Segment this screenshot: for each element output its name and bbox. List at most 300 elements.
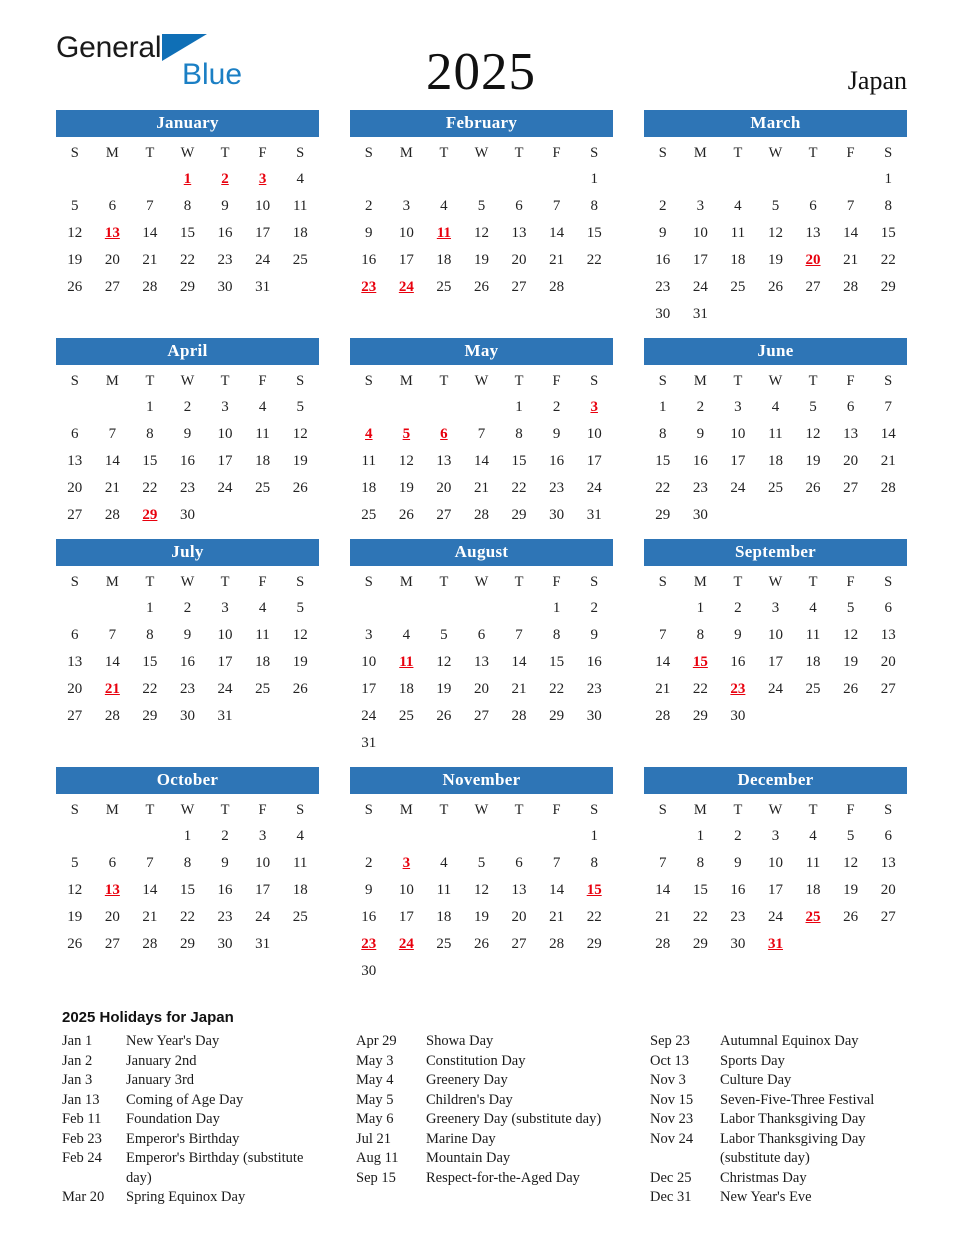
day-cell[interactable]: 7: [659, 855, 667, 871]
day-cell[interactable]: 5: [71, 855, 79, 871]
day-cell[interactable]: 7: [108, 627, 117, 643]
day-cell[interactable]: 10: [255, 855, 271, 871]
day-cell[interactable]: 14: [655, 882, 671, 898]
day-cell[interactable]: 16: [730, 654, 746, 670]
day-cell[interactable]: 4: [258, 600, 267, 616]
day-cell[interactable]: 18: [255, 453, 271, 469]
day-cell[interactable]: 21: [473, 480, 489, 496]
day-cell[interactable]: 30: [549, 507, 565, 523]
day-cell[interactable]: 10: [217, 426, 233, 442]
day-cell[interactable]: 11: [436, 882, 452, 898]
day-cell[interactable]: 27: [67, 507, 83, 523]
day-cell[interactable]: 25: [255, 480, 271, 496]
day-cell[interactable]: 22: [655, 480, 671, 496]
day-cell[interactable]: 3: [221, 399, 229, 415]
day-cell[interactable]: 5: [71, 198, 79, 214]
day-cell[interactable]: 25: [805, 681, 821, 697]
day-cell[interactable]: 22: [142, 681, 158, 697]
day-cell[interactable]: 14: [142, 225, 158, 241]
day-cell[interactable]: 16: [692, 453, 708, 469]
day-cell[interactable]: 29: [692, 936, 708, 952]
day-cell[interactable]: 24: [361, 708, 377, 724]
day-cell[interactable]: 15: [655, 453, 671, 469]
day-cell[interactable]: 31: [217, 708, 233, 724]
day-cell[interactable]: 18: [292, 225, 308, 241]
day-cell[interactable]: 18: [361, 480, 377, 496]
day-cell[interactable]: 29: [655, 507, 671, 523]
day-cell[interactable]: 24: [692, 279, 708, 295]
day-cell[interactable]: 11: [292, 855, 308, 871]
holiday-day-cell[interactable]: 23: [361, 279, 377, 295]
day-cell[interactable]: 30: [179, 507, 195, 523]
day-cell[interactable]: 2: [365, 855, 373, 871]
day-cell[interactable]: 23: [179, 480, 195, 496]
day-cell[interactable]: 20: [104, 252, 120, 268]
day-cell[interactable]: 30: [692, 507, 708, 523]
day-cell[interactable]: 11: [805, 627, 821, 643]
day-cell[interactable]: 23: [655, 279, 671, 295]
day-cell[interactable]: 30: [730, 936, 746, 952]
day-cell[interactable]: 7: [846, 198, 855, 214]
day-cell[interactable]: 10: [692, 225, 708, 241]
day-cell[interactable]: 28: [549, 279, 565, 295]
day-cell[interactable]: 10: [398, 225, 414, 241]
holiday-day-cell[interactable]: 24: [398, 936, 414, 952]
day-cell[interactable]: 5: [477, 855, 486, 871]
day-cell[interactable]: 7: [146, 855, 154, 871]
day-cell[interactable]: 27: [880, 909, 896, 925]
day-cell[interactable]: 4: [809, 828, 817, 844]
day-cell[interactable]: 30: [361, 963, 377, 979]
day-cell[interactable]: 4: [296, 171, 304, 187]
day-cell[interactable]: 23: [586, 681, 602, 697]
day-cell[interactable]: 9: [734, 627, 742, 643]
day-cell[interactable]: 8: [183, 198, 192, 214]
day-cell[interactable]: 1: [183, 828, 192, 844]
holiday-day-cell[interactable]: 13: [104, 882, 120, 898]
day-cell[interactable]: 16: [730, 882, 746, 898]
day-cell[interactable]: 12: [398, 453, 414, 469]
day-cell[interactable]: 7: [659, 627, 667, 643]
day-cell[interactable]: 18: [398, 681, 414, 697]
day-cell[interactable]: 1: [590, 828, 598, 844]
day-cell[interactable]: 21: [655, 681, 671, 697]
day-cell[interactable]: 17: [398, 909, 414, 925]
day-cell[interactable]: 19: [843, 882, 859, 898]
day-cell[interactable]: 20: [511, 252, 527, 268]
day-cell[interactable]: 3: [771, 600, 780, 616]
day-cell[interactable]: 3: [221, 600, 229, 616]
day-cell[interactable]: 29: [511, 507, 527, 523]
day-cell[interactable]: 18: [767, 453, 783, 469]
day-cell[interactable]: 7: [477, 426, 486, 442]
day-cell[interactable]: 25: [292, 909, 308, 925]
day-cell[interactable]: 13: [67, 654, 83, 670]
day-cell[interactable]: 12: [843, 855, 859, 871]
day-cell[interactable]: 1: [590, 171, 598, 187]
day-cell[interactable]: 4: [440, 855, 448, 871]
day-cell[interactable]: 26: [436, 708, 452, 724]
day-cell[interactable]: 19: [292, 654, 308, 670]
day-cell[interactable]: 12: [767, 225, 783, 241]
day-cell[interactable]: 15: [511, 453, 527, 469]
day-cell[interactable]: 25: [292, 252, 308, 268]
day-cell[interactable]: 10: [730, 426, 746, 442]
day-cell[interactable]: 29: [586, 936, 602, 952]
day-cell[interactable]: 16: [179, 453, 195, 469]
day-cell[interactable]: 19: [67, 909, 83, 925]
day-cell[interactable]: 14: [655, 654, 671, 670]
day-cell[interactable]: 20: [880, 654, 896, 670]
day-cell[interactable]: 29: [142, 708, 158, 724]
day-cell[interactable]: 22: [586, 909, 602, 925]
day-cell[interactable]: 7: [884, 399, 892, 415]
day-cell[interactable]: 17: [586, 453, 602, 469]
day-cell[interactable]: 16: [361, 252, 377, 268]
day-cell[interactable]: 24: [767, 909, 783, 925]
day-cell[interactable]: 22: [511, 480, 527, 496]
day-cell[interactable]: 18: [292, 882, 308, 898]
day-cell[interactable]: 2: [183, 600, 192, 616]
day-cell[interactable]: 14: [549, 225, 565, 241]
day-cell[interactable]: 24: [255, 909, 271, 925]
day-cell[interactable]: 16: [217, 225, 233, 241]
day-cell[interactable]: 7: [146, 198, 154, 214]
holiday-day-cell[interactable]: 23: [361, 936, 377, 952]
day-cell[interactable]: 5: [477, 198, 486, 214]
day-cell[interactable]: 16: [217, 882, 233, 898]
day-cell[interactable]: 4: [809, 600, 817, 616]
day-cell[interactable]: 2: [696, 399, 705, 415]
day-cell[interactable]: 2: [183, 399, 192, 415]
day-cell[interactable]: 21: [142, 252, 158, 268]
day-cell[interactable]: 3: [402, 198, 411, 214]
day-cell[interactable]: 6: [71, 627, 79, 643]
day-cell[interactable]: 17: [361, 681, 377, 697]
day-cell[interactable]: 27: [67, 708, 83, 724]
day-cell[interactable]: 23: [692, 480, 708, 496]
day-cell[interactable]: 5: [296, 600, 304, 616]
day-cell[interactable]: 1: [552, 600, 561, 616]
day-cell[interactable]: 24: [767, 681, 783, 697]
day-cell[interactable]: 16: [655, 252, 671, 268]
day-cell[interactable]: 12: [292, 627, 308, 643]
day-cell[interactable]: 10: [255, 198, 271, 214]
day-cell[interactable]: 16: [586, 654, 602, 670]
day-cell[interactable]: 14: [142, 882, 158, 898]
day-cell[interactable]: 13: [67, 453, 83, 469]
day-cell[interactable]: 30: [655, 306, 671, 322]
holiday-day-cell[interactable]: 29: [142, 507, 158, 523]
day-cell[interactable]: 13: [473, 654, 489, 670]
day-cell[interactable]: 27: [805, 279, 821, 295]
day-cell[interactable]: 17: [255, 225, 271, 241]
day-cell[interactable]: 15: [692, 882, 708, 898]
day-cell[interactable]: 19: [398, 480, 414, 496]
day-cell[interactable]: 15: [179, 882, 195, 898]
day-cell[interactable]: 30: [586, 708, 602, 724]
day-cell[interactable]: 12: [436, 654, 452, 670]
day-cell[interactable]: 20: [104, 909, 120, 925]
day-cell[interactable]: 10: [767, 855, 783, 871]
day-cell[interactable]: 19: [473, 909, 489, 925]
day-cell[interactable]: 19: [805, 453, 821, 469]
day-cell[interactable]: 31: [692, 306, 708, 322]
day-cell[interactable]: 18: [436, 909, 452, 925]
day-cell[interactable]: 28: [142, 936, 158, 952]
holiday-day-cell[interactable]: 31: [767, 936, 783, 952]
day-cell[interactable]: 25: [436, 936, 452, 952]
day-cell[interactable]: 4: [440, 198, 448, 214]
day-cell[interactable]: 4: [258, 399, 267, 415]
holiday-day-cell[interactable]: 5: [402, 426, 411, 442]
day-cell[interactable]: 9: [590, 627, 598, 643]
day-cell[interactable]: 24: [586, 480, 602, 496]
day-cell[interactable]: 8: [696, 855, 705, 871]
day-cell[interactable]: 29: [549, 708, 565, 724]
day-cell[interactable]: 5: [809, 399, 817, 415]
day-cell[interactable]: 1: [515, 399, 523, 415]
day-cell[interactable]: 28: [104, 507, 120, 523]
day-cell[interactable]: 1: [146, 399, 154, 415]
day-cell[interactable]: 25: [767, 480, 783, 496]
day-cell[interactable]: 26: [767, 279, 783, 295]
day-cell[interactable]: 25: [255, 681, 271, 697]
day-cell[interactable]: 17: [217, 453, 233, 469]
day-cell[interactable]: 27: [473, 708, 489, 724]
day-cell[interactable]: 22: [586, 252, 602, 268]
day-cell[interactable]: 11: [768, 426, 783, 442]
day-cell[interactable]: 8: [590, 198, 598, 214]
day-cell[interactable]: 30: [179, 708, 195, 724]
day-cell[interactable]: 5: [296, 399, 304, 415]
holiday-day-cell[interactable]: 1: [183, 171, 192, 187]
day-cell[interactable]: 30: [217, 279, 233, 295]
day-cell[interactable]: 6: [884, 828, 892, 844]
day-cell[interactable]: 20: [843, 453, 859, 469]
day-cell[interactable]: 24: [255, 252, 271, 268]
day-cell[interactable]: 12: [67, 882, 83, 898]
day-cell[interactable]: 27: [104, 279, 120, 295]
day-cell[interactable]: 26: [843, 681, 859, 697]
day-cell[interactable]: 15: [586, 225, 602, 241]
day-cell[interactable]: 13: [805, 225, 821, 241]
day-cell[interactable]: 18: [805, 654, 821, 670]
day-cell[interactable]: 24: [217, 681, 233, 697]
day-cell[interactable]: 11: [730, 225, 746, 241]
day-cell[interactable]: 27: [436, 507, 452, 523]
holiday-day-cell[interactable]: 15: [692, 654, 708, 670]
day-cell[interactable]: 17: [692, 252, 708, 268]
holiday-day-cell[interactable]: 3: [258, 171, 267, 187]
day-cell[interactable]: 27: [843, 480, 859, 496]
day-cell[interactable]: 29: [692, 708, 708, 724]
holiday-day-cell[interactable]: 2: [221, 171, 229, 187]
day-cell[interactable]: 10: [361, 654, 377, 670]
holiday-day-cell[interactable]: 3: [590, 399, 598, 415]
day-cell[interactable]: 28: [655, 936, 671, 952]
day-cell[interactable]: 31: [586, 507, 602, 523]
day-cell[interactable]: 20: [473, 681, 489, 697]
holiday-day-cell[interactable]: 13: [104, 225, 120, 241]
day-cell[interactable]: 14: [511, 654, 527, 670]
day-cell[interactable]: 25: [730, 279, 746, 295]
day-cell[interactable]: 14: [549, 882, 565, 898]
day-cell[interactable]: 22: [179, 252, 195, 268]
day-cell[interactable]: 28: [142, 279, 158, 295]
day-cell[interactable]: 6: [809, 198, 817, 214]
day-cell[interactable]: 27: [511, 279, 527, 295]
day-cell[interactable]: 12: [473, 882, 489, 898]
day-cell[interactable]: 2: [590, 600, 598, 616]
day-cell[interactable]: 15: [179, 225, 195, 241]
day-cell[interactable]: 26: [473, 279, 489, 295]
day-cell[interactable]: 9: [221, 855, 229, 871]
day-cell[interactable]: 19: [767, 252, 783, 268]
day-cell[interactable]: 9: [183, 426, 192, 442]
day-cell[interactable]: 12: [67, 225, 83, 241]
day-cell[interactable]: 14: [473, 453, 489, 469]
day-cell[interactable]: 18: [436, 252, 452, 268]
day-cell[interactable]: 6: [884, 600, 892, 616]
day-cell[interactable]: 1: [659, 399, 667, 415]
day-cell[interactable]: 11: [255, 426, 270, 442]
day-cell[interactable]: 8: [552, 627, 561, 643]
day-cell[interactable]: 17: [255, 882, 271, 898]
day-cell[interactable]: 17: [398, 252, 414, 268]
day-cell[interactable]: 1: [146, 600, 154, 616]
day-cell[interactable]: 2: [734, 828, 742, 844]
day-cell[interactable]: 14: [104, 654, 120, 670]
day-cell[interactable]: 15: [142, 654, 158, 670]
day-cell[interactable]: 16: [179, 654, 195, 670]
day-cell[interactable]: 9: [221, 198, 229, 214]
day-cell[interactable]: 17: [217, 654, 233, 670]
day-cell[interactable]: 24: [217, 480, 233, 496]
day-cell[interactable]: 12: [292, 426, 308, 442]
day-cell[interactable]: 11: [361, 453, 376, 469]
day-cell[interactable]: 20: [436, 480, 452, 496]
day-cell[interactable]: 21: [104, 480, 120, 496]
day-cell[interactable]: 26: [473, 936, 489, 952]
day-cell[interactable]: 11: [255, 627, 270, 643]
day-cell[interactable]: 8: [146, 627, 154, 643]
day-cell[interactable]: 6: [515, 198, 523, 214]
day-cell[interactable]: 3: [771, 828, 780, 844]
holiday-day-cell[interactable]: 20: [805, 252, 821, 268]
day-cell[interactable]: 5: [440, 627, 448, 643]
day-cell[interactable]: 2: [552, 399, 561, 415]
day-cell[interactable]: 12: [473, 225, 489, 241]
day-cell[interactable]: 1: [696, 828, 705, 844]
day-cell[interactable]: 31: [255, 279, 271, 295]
day-cell[interactable]: 9: [183, 627, 192, 643]
day-cell[interactable]: 28: [511, 708, 527, 724]
day-cell[interactable]: 5: [771, 198, 780, 214]
day-cell[interactable]: 16: [549, 453, 565, 469]
day-cell[interactable]: 26: [805, 480, 821, 496]
day-cell[interactable]: 21: [549, 252, 565, 268]
day-cell[interactable]: 8: [884, 198, 892, 214]
day-cell[interactable]: 11: [292, 198, 308, 214]
day-cell[interactable]: 22: [549, 681, 565, 697]
day-cell[interactable]: 17: [767, 882, 783, 898]
day-cell[interactable]: 26: [398, 507, 414, 523]
holiday-day-cell[interactable]: 21: [104, 681, 120, 697]
day-cell[interactable]: 6: [108, 198, 117, 214]
day-cell[interactable]: 21: [843, 252, 859, 268]
day-cell[interactable]: 18: [805, 882, 821, 898]
day-cell[interactable]: 3: [734, 399, 742, 415]
day-cell[interactable]: 28: [843, 279, 859, 295]
day-cell[interactable]: 5: [846, 600, 855, 616]
day-cell[interactable]: 2: [734, 600, 742, 616]
day-cell[interactable]: 19: [473, 252, 489, 268]
day-cell[interactable]: 21: [549, 909, 565, 925]
day-cell[interactable]: 28: [104, 708, 120, 724]
day-cell[interactable]: 18: [255, 654, 271, 670]
day-cell[interactable]: 2: [365, 198, 373, 214]
day-cell[interactable]: 20: [511, 909, 527, 925]
day-cell[interactable]: 1: [884, 171, 892, 187]
day-cell[interactable]: 5: [846, 828, 855, 844]
holiday-day-cell[interactable]: 15: [586, 882, 602, 898]
day-cell[interactable]: 20: [67, 480, 83, 496]
day-cell[interactable]: 22: [692, 681, 708, 697]
day-cell[interactable]: 2: [221, 828, 229, 844]
holiday-day-cell[interactable]: 23: [730, 681, 746, 697]
day-cell[interactable]: 12: [805, 426, 821, 442]
holiday-day-cell[interactable]: 3: [402, 855, 411, 871]
day-cell[interactable]: 8: [515, 426, 523, 442]
day-cell[interactable]: 6: [108, 855, 117, 871]
day-cell[interactable]: 13: [880, 627, 896, 643]
day-cell[interactable]: 10: [398, 882, 414, 898]
day-cell[interactable]: 26: [292, 681, 308, 697]
day-cell[interactable]: 3: [365, 627, 373, 643]
day-cell[interactable]: 18: [730, 252, 746, 268]
day-cell[interactable]: 21: [655, 909, 671, 925]
day-cell[interactable]: 28: [473, 507, 489, 523]
day-cell[interactable]: 29: [880, 279, 896, 295]
day-cell[interactable]: 23: [179, 681, 195, 697]
day-cell[interactable]: 26: [67, 279, 83, 295]
day-cell[interactable]: 19: [67, 252, 83, 268]
day-cell[interactable]: 26: [843, 909, 859, 925]
holiday-day-cell[interactable]: 11: [436, 225, 451, 241]
day-cell[interactable]: 8: [696, 627, 705, 643]
day-cell[interactable]: 20: [880, 882, 896, 898]
day-cell[interactable]: 22: [692, 909, 708, 925]
day-cell[interactable]: 17: [767, 654, 783, 670]
day-cell[interactable]: 28: [549, 936, 565, 952]
day-cell[interactable]: 15: [549, 654, 565, 670]
day-cell[interactable]: 9: [659, 225, 667, 241]
day-cell[interactable]: 29: [179, 936, 195, 952]
day-cell[interactable]: 15: [142, 453, 158, 469]
day-cell[interactable]: 14: [104, 453, 120, 469]
day-cell[interactable]: 9: [552, 426, 561, 442]
day-cell[interactable]: 10: [217, 627, 233, 643]
day-cell[interactable]: 31: [361, 735, 377, 751]
day-cell[interactable]: 14: [880, 426, 896, 442]
day-cell[interactable]: 23: [549, 480, 565, 496]
day-cell[interactable]: 27: [880, 681, 896, 697]
day-cell[interactable]: 4: [296, 828, 304, 844]
day-cell[interactable]: 25: [361, 507, 377, 523]
day-cell[interactable]: 13: [511, 882, 527, 898]
day-cell[interactable]: 2: [659, 198, 667, 214]
